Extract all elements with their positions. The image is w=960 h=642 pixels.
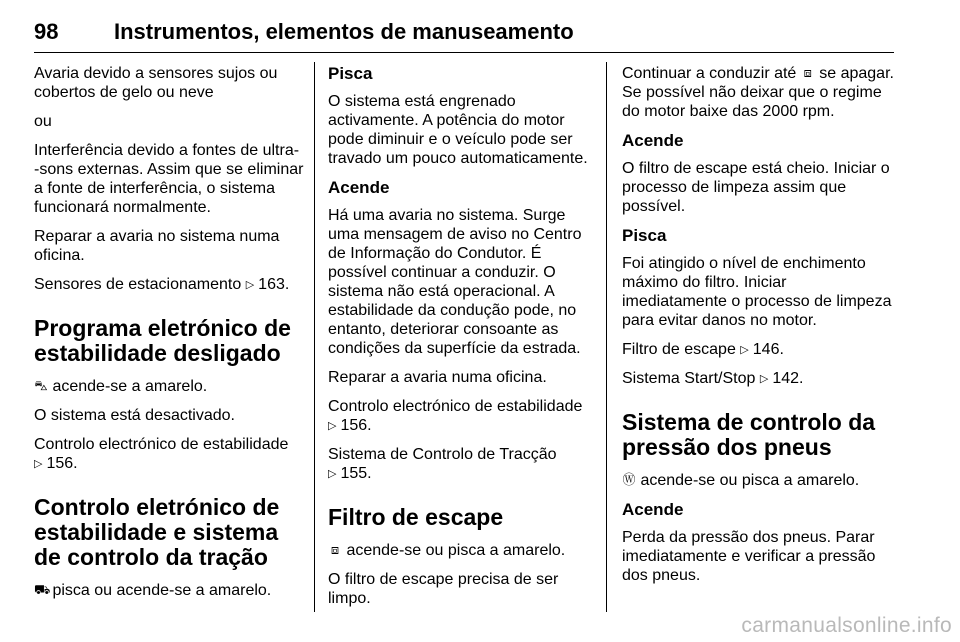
paragraph: O filtro de escape está cheio. Iniciar o processo de limpeza assim que possível.: [622, 160, 890, 215]
reference-page: 146.: [752, 341, 784, 358]
page-number: 98: [34, 19, 59, 44]
reference-page: 155.: [340, 465, 372, 482]
reference-text: Sistema de Controlo de Tracção: [328, 446, 557, 463]
indicator-text: acende-se ou pisca a amarelo.: [640, 472, 860, 489]
heading-acende: Acende: [328, 178, 390, 197]
esp-off-icon: ⛍: [34, 378, 48, 393]
cross-reference[interactable]: [622, 340, 894, 359]
cross-reference[interactable]: [34, 435, 304, 473]
heading-filtro: Filtro de escape: [328, 504, 504, 530]
heading-tpms: Sistema de controlo da pressão dos pneus: [622, 409, 876, 460]
heading-esp-off: Programa eletrónico de estabilidade desligado: [34, 315, 291, 366]
reference-page: 156.: [46, 455, 78, 472]
column-divider: [606, 62, 607, 612]
column-divider: [314, 62, 315, 612]
cross-reference[interactable]: [328, 397, 596, 435]
indicator-text: acende-se ou pisca a amarelo.: [346, 542, 566, 559]
reference-arrow-icon: ▷: [759, 373, 769, 385]
paragraph: [34, 581, 304, 600]
paragraph: O sistema está desactivado.: [34, 407, 235, 424]
reference-text: Sistema Start/Stop: [622, 370, 756, 387]
reference-text: Sensores de estacionamento: [34, 276, 242, 293]
paragraph: [328, 541, 596, 560]
paragraph-text: se apagar. Se possível não deixar que o regime do motor baixe das 2000 rpm.: [622, 65, 894, 120]
column-left: [34, 64, 304, 610]
heading-esp: Controlo eletrónico de estabilidade e sistema de controlo da tração: [34, 494, 280, 570]
paragraph: O sistema está engrenado activamente. A potência do motor pode diminuir e o veículo pode ser travado um pouco automaticamente.: [328, 93, 588, 167]
paragraph: [34, 377, 304, 396]
paragraph: [622, 471, 894, 490]
reference-arrow-icon: ▷: [328, 468, 337, 480]
paragraph: Perda da pressão dos pneus. Parar imediatamente e verificar a pressão dos pneus.: [622, 529, 876, 584]
watermark: carmanualsonline.info: [741, 614, 952, 637]
reference-arrow-icon: ▷: [34, 458, 43, 470]
paragraph: Reparar a avaria numa oficina.: [328, 369, 547, 386]
heading-pisca: Pisca: [622, 226, 667, 245]
heading-acende: Acende: [622, 500, 684, 519]
paragraph: Foi atingido o nível de enchimento máximo do filtro. Iniciar imediatamente o processo de limpeza para evitar danos no motor.: [622, 255, 892, 329]
reference-arrow-icon: ▷: [328, 420, 337, 432]
paragraph: [622, 64, 894, 121]
reference-page: 156.: [340, 417, 372, 434]
tire-pressure-icon: Ⓦ: [622, 472, 636, 487]
reference-text: Controlo electrónico de estabilidade: [34, 436, 289, 453]
indicator-text: acende-se a amarelo.: [52, 378, 208, 395]
reference-arrow-icon: ▷: [740, 344, 749, 356]
reference-text: Filtro de escape: [622, 341, 736, 358]
reference-page: 163.: [258, 276, 290, 293]
reference-page: 142.: [772, 370, 804, 387]
paragraph: Interferência devido a fontes de ultra--sons externas. Assim que se eliminar a fonte de interferência, o sistema funcionará normalmente.: [34, 142, 304, 216]
column-middle: [328, 64, 596, 618]
cross-reference[interactable]: [622, 369, 894, 388]
heading-acende: Acende: [622, 131, 684, 150]
cross-reference[interactable]: [34, 275, 304, 294]
paragraph: Reparar a avaria no sistema numa oficina.: [34, 228, 280, 264]
paragraph: O filtro de escape precisa de ser limpo.: [328, 571, 559, 607]
paragraph: Avaria devido a sensores sujos ou cobertos de gelo ou neve: [34, 65, 278, 101]
column-right: [622, 64, 894, 595]
cross-reference[interactable]: [328, 445, 596, 483]
heading-pisca: Pisca: [328, 64, 373, 83]
page-header: [34, 14, 894, 53]
reference-arrow-icon: ▷: [245, 279, 255, 291]
reference-text: Controlo electrónico de estabilidade: [328, 398, 583, 415]
paragraph: ou: [34, 113, 52, 130]
paragraph-text: Continuar a conduzir até: [622, 65, 797, 82]
particle-filter-icon: ⧈: [803, 65, 812, 80]
section-title: Instrumentos, elementos de manuseamento: [114, 19, 574, 44]
indicator-text: pisca ou acende-se a amarelo.: [52, 582, 272, 599]
particle-filter-icon: ⧈: [330, 542, 340, 557]
esp-skid-icon: ⛟: [34, 582, 51, 597]
paragraph: Há uma avaria no sistema. Surge uma mensagem de aviso no Centro de Informação do Condutor. É possível continuar a conduzir. O sistema não está operacional. A estabilidade da condução pode, no entanto, deteriorar consoante as condições da superfície da estrada.: [328, 207, 582, 357]
